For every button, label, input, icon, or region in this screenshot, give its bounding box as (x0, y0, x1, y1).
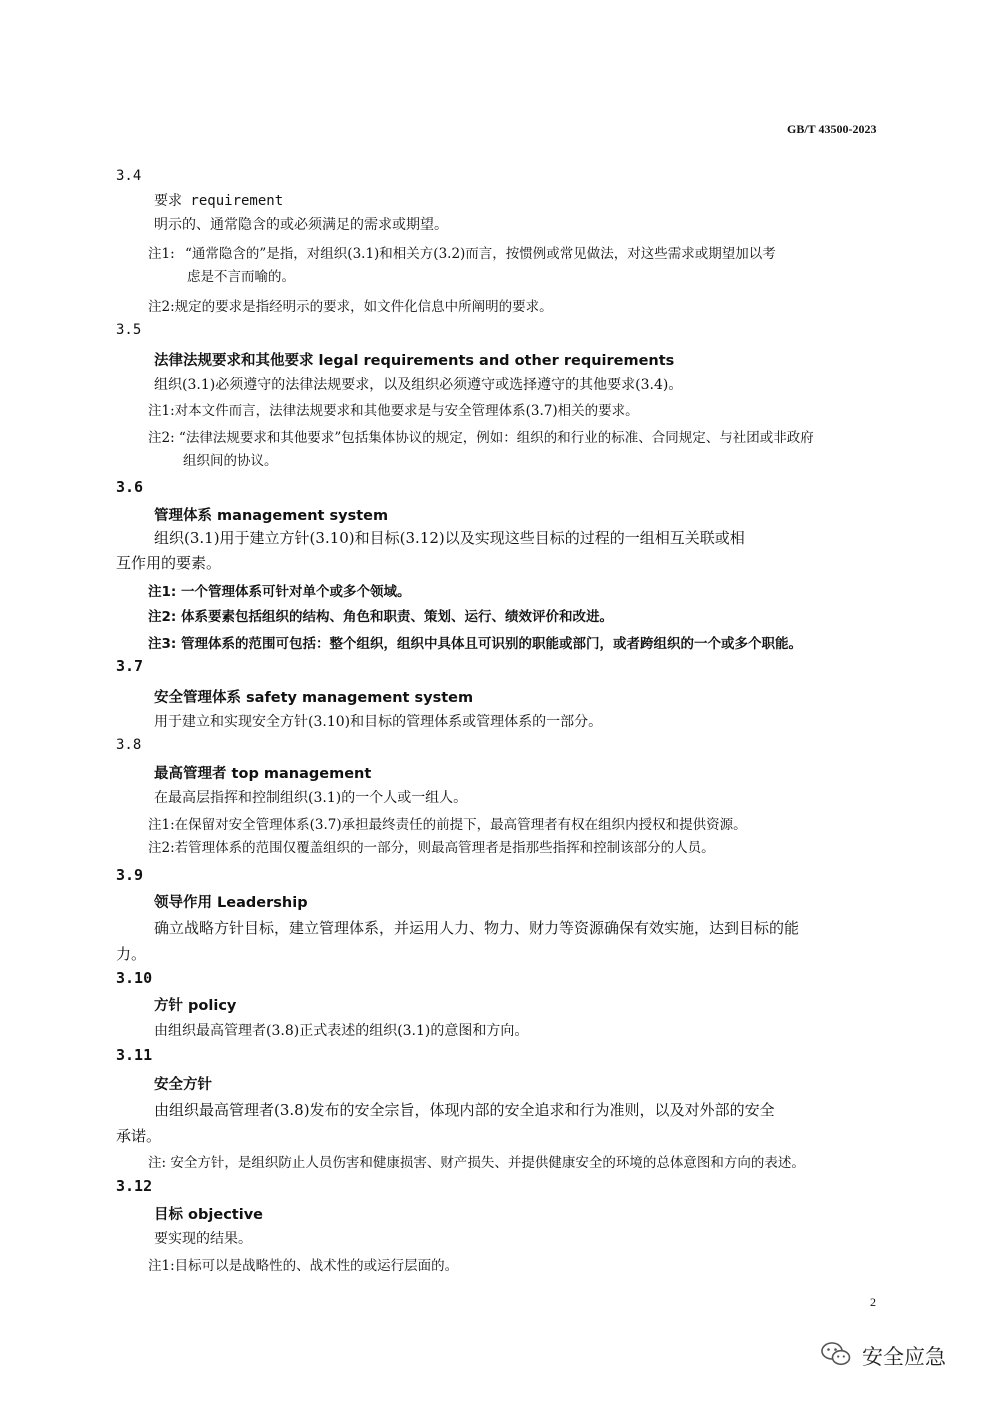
definition: 由组织最高管理者(3.8)发布的安全宗旨，体现内部的安全追求和行为准则，以及对外部的安全 (154, 1101, 775, 1119)
definition: 确立战略方针目标，建立管理体系，并运用人力、物力、财力等资源确保有效实施，达到目标的能 (154, 919, 800, 937)
clause-number: 3.4 (116, 168, 142, 184)
term-title: 最高管理者 top management (154, 766, 372, 782)
note: 注1:对本文件而言，法律法规要求和其他要求是与安全管理体系(3.7)相关的要求。 (148, 403, 639, 419)
note: 注2: 体系要素包括组织的结构、角色和职责、策划、运行、绩效评价和改进。 (148, 609, 613, 625)
definition: 组织(3.1)用于建立方针(3.10)和目标(3.12)以及实现这些目标的过程的一组相互关联或相 (154, 529, 745, 547)
note: 注3: 管理体系的范围可包括：整个组织，组织中具体且可识别的职能或部门，或者跨组织的一个或多个职能。 (148, 636, 802, 652)
definition: 明示的、通常隐含的或必须满足的需求或期望。 (154, 217, 448, 233)
note: 注2:规定的要求是指经明示的要求，如文件化信息中所阐明的要求。 (148, 299, 553, 315)
definition: 在最高层指挥和控制组织(3.1)的一个人或一组人。 (154, 790, 468, 806)
clause-number: 3.5 (116, 322, 142, 338)
note: 注2:若管理体系的范围仅覆盖组织的一部分，则最高管理者是指那些指挥和控制该部分的人员。 (148, 840, 715, 856)
term-title: 要求 requirement (154, 193, 284, 209)
clause-number: 3.11 (116, 1046, 153, 1064)
note-text: “通常隐含的”是指，对组织(3.1)和相关方(3.2)而言，按惯例或常见做法，对这些需求或期望加以考 (185, 246, 776, 262)
note: 注: 安全方针，是组织防止人员伤害和健康损害、财产损失、并提供健康安全的环境的总体意图和方向的表述。 (148, 1155, 805, 1171)
note: 注1:目标可以是战略性的、战术性的或运行层面的。 (148, 1258, 459, 1274)
wechat-icon (820, 1340, 852, 1372)
note-label: 注1: (148, 246, 175, 262)
term-title: 法律法规要求和其他要求 legal requirements and other requirements (154, 353, 675, 369)
note: 注1: 一个管理体系可针对单个或多个领域。 (148, 584, 411, 600)
watermark (820, 1340, 946, 1372)
definition: 组织(3.1)必须遵守的法律法规要求，以及组织必须遵守或选择遵守的其他要求(3.4)。 (154, 377, 683, 393)
clause-number: 3.10 (116, 969, 153, 987)
definition: 要实现的结果。 (154, 1231, 252, 1247)
clause-number: 3.6 (116, 478, 144, 496)
definition: 用于建立和实现安全方针(3.10)和目标的管理体系或管理体系的一部分。 (154, 714, 603, 730)
term-title: 安全方针 (154, 1077, 212, 1093)
term-title: 领导作用 Leadership (154, 895, 308, 911)
definition: 力。 (116, 945, 147, 963)
definition: 互作用的要素。 (116, 554, 222, 572)
term-title: 方针 policy (154, 998, 237, 1014)
note-text: 组织间的协议。 (183, 453, 278, 469)
note: 注1:在保留对安全管理体系(3.7)承担最终责任的前提下，最高管理者有权在组织内授权和提供资源。 (148, 817, 747, 833)
clause-number: 3.8 (116, 737, 142, 753)
note-text: 虑是不言而喻的。 (187, 269, 295, 285)
term-title: 目标 objective (154, 1207, 263, 1223)
note: 注2: “法律法规要求和其他要求”包括集体协议的规定，例如：组织的和行业的标准、合同规定、与社团或非政府 (148, 430, 814, 446)
clause-number: 3.7 (116, 657, 144, 675)
definition: 承诺。 (116, 1127, 162, 1145)
document-code: GB/T 43500-2023 (787, 122, 877, 136)
clause-number: 3.12 (116, 1177, 153, 1195)
term-title: 安全管理体系 safety management system (154, 690, 474, 706)
watermark-text: 安全应急 (862, 1345, 946, 1369)
page-number: 2 (870, 1295, 876, 1309)
term-title: 管理体系 management system (154, 508, 389, 524)
definition: 由组织最高管理者(3.8)正式表述的组织(3.1)的意图和方向。 (154, 1023, 529, 1039)
clause-number: 3.9 (116, 866, 144, 884)
